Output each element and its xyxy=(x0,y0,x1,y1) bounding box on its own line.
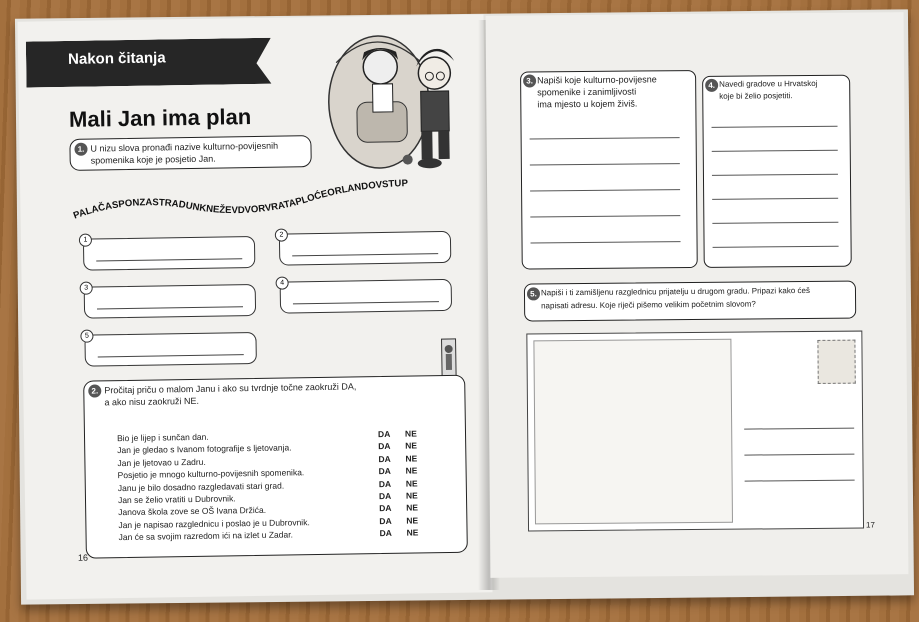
answer-no[interactable]: NE xyxy=(406,502,419,513)
address-line[interactable] xyxy=(744,454,854,456)
task-2-text-line2: a ako nisu zaokruži NE. xyxy=(104,395,200,408)
task-1-text-line2: spomenika koje je posjetio Jan. xyxy=(90,153,216,166)
answer-box-4[interactable] xyxy=(280,279,452,314)
letter-string-text: PALAČASPONZASTRADUNKNEŽEVDVORVRATAPLOĆEORLANDOVSTUP xyxy=(71,178,409,222)
task-4-panel xyxy=(702,75,852,268)
section-banner-label: Nakon čitanja xyxy=(67,49,166,68)
task-3-panel xyxy=(520,70,698,270)
answer-line[interactable] xyxy=(713,246,839,248)
task-1-number: 1. xyxy=(74,143,87,156)
answer-line[interactable] xyxy=(530,137,680,139)
answer-line[interactable] xyxy=(712,222,838,224)
answer-no[interactable]: NE xyxy=(406,527,419,538)
task-4-text-line1: Navedi gradove u Hrvatskoj xyxy=(719,78,818,89)
task-2-panel xyxy=(83,375,468,559)
task-5-text-line2: napisati adresu. Koje riječi pišemo velikim početnim slovom? xyxy=(541,299,756,311)
svg-text:PALAČASPONZASTRADUNKNEŽEVDVORV xyxy=(71,178,409,222)
answer-box-2-number: 2 xyxy=(275,228,288,241)
answer-no[interactable]: NE xyxy=(405,440,418,452)
answer-line[interactable] xyxy=(530,215,680,217)
answer-box-5-number: 5 xyxy=(80,330,93,343)
statement-8: Jan je napisao razglednicu i poslao je u Dubrovnik. xyxy=(118,516,310,530)
page-number-left: 16 xyxy=(77,552,89,563)
task-3-text-line2: spomenike i zanimljivosti xyxy=(537,86,637,98)
answer-no[interactable]: NE xyxy=(405,465,418,476)
answer-box-2[interactable] xyxy=(279,231,451,266)
answer-line[interactable] xyxy=(531,241,681,243)
answer-yes[interactable]: DA xyxy=(378,490,392,502)
answer-yes[interactable]: DA xyxy=(379,515,392,526)
letter-string xyxy=(70,175,451,231)
answer-box-3[interactable] xyxy=(84,284,256,319)
answer-box-4-number: 4 xyxy=(276,276,289,289)
answer-yes[interactable]: DA xyxy=(378,453,391,464)
task-3-text-line1: Napiši koje kulturno-povijesne xyxy=(537,74,657,86)
answer-line[interactable] xyxy=(530,189,680,191)
task-5-number: 5. xyxy=(527,287,540,300)
postcard-area[interactable] xyxy=(526,331,864,532)
answer-yes[interactable]: DA xyxy=(378,441,391,452)
statement-9: Jan će sa svojim razredom ići na izlet u Zadar. xyxy=(118,529,293,543)
task-1-text-line1: U nizu slova pronađi nazive kulturno-povijesnih xyxy=(90,140,279,154)
answer-line[interactable] xyxy=(712,150,838,152)
task-2-text-line1: Pročitaj priču o malom Janu i ako su tvrdnje točne zaokruži DA, xyxy=(104,381,357,396)
page-title: Mali Jan ima plan xyxy=(68,104,252,132)
task-5-prompt xyxy=(524,281,856,322)
answer-box-1[interactable] xyxy=(83,236,255,271)
answer-no[interactable]: NE xyxy=(404,428,417,439)
answer-no[interactable]: NE xyxy=(405,453,418,464)
answer-yes[interactable]: DA xyxy=(379,528,392,539)
task-4-text-line2: koje bi želio posjetiti. xyxy=(719,91,793,101)
statements-list xyxy=(117,430,310,545)
answer-box-3-number: 3 xyxy=(80,282,93,295)
answer-box-1-number: 1 xyxy=(79,234,92,247)
answer-line[interactable] xyxy=(712,198,838,200)
answer-line[interactable] xyxy=(530,163,680,165)
task-1-prompt xyxy=(69,135,311,171)
answer-no[interactable]: NE xyxy=(405,478,418,489)
page-number-right: 17 xyxy=(865,520,875,530)
left-page xyxy=(17,14,492,599)
answer-yes[interactable]: DA xyxy=(379,503,392,514)
postcard-picture-area[interactable] xyxy=(533,339,733,525)
task-5-text-line1: Napiši i ti zamišljenu razglednicu prijatelju u drugom gradu. Pripazi kako ćeš xyxy=(540,286,811,298)
task-3-number: 3. xyxy=(523,74,536,87)
answer-box-5[interactable] xyxy=(84,332,256,367)
task-4-number: 4. xyxy=(705,79,718,92)
address-line[interactable] xyxy=(744,428,854,430)
yes-column xyxy=(378,429,392,541)
answer-yes[interactable]: DA xyxy=(378,466,391,477)
statement-4: Posjetio je mnogo kulturno-povijesnih spomenika. xyxy=(117,467,305,481)
answer-line[interactable] xyxy=(712,174,838,176)
answer-yes[interactable]: DA xyxy=(377,428,391,440)
statement-1: Bio je lijep i sunčan dan. xyxy=(116,431,209,444)
boys-illustration xyxy=(316,20,488,173)
answer-no[interactable]: NE xyxy=(405,490,418,501)
answer-yes[interactable]: DA xyxy=(378,478,392,489)
statement-6: Jan se želio vratiti u Dubrovnik. xyxy=(117,493,236,506)
answer-line[interactable] xyxy=(712,126,838,128)
statement-5: Janu je bilo dosadno razgledavati stari grad. xyxy=(117,480,285,493)
statement-3: Jan je ljetovao u Zadru. xyxy=(117,456,206,468)
statement-2: Jan je gledao s Ivanom fotografije s ljetovanja. xyxy=(117,442,292,456)
address-line[interactable] xyxy=(745,480,855,482)
stamp-box xyxy=(817,340,855,384)
statement-7: Janova škola zove se OŠ Ivana Držića. xyxy=(118,505,267,518)
answer-no[interactable]: NE xyxy=(406,515,419,526)
right-page xyxy=(486,12,909,578)
task-2-number: 2. xyxy=(88,384,101,397)
no-column xyxy=(405,428,419,540)
task-3-text-line3: ima mjesto u kojem živiš. xyxy=(537,98,638,110)
